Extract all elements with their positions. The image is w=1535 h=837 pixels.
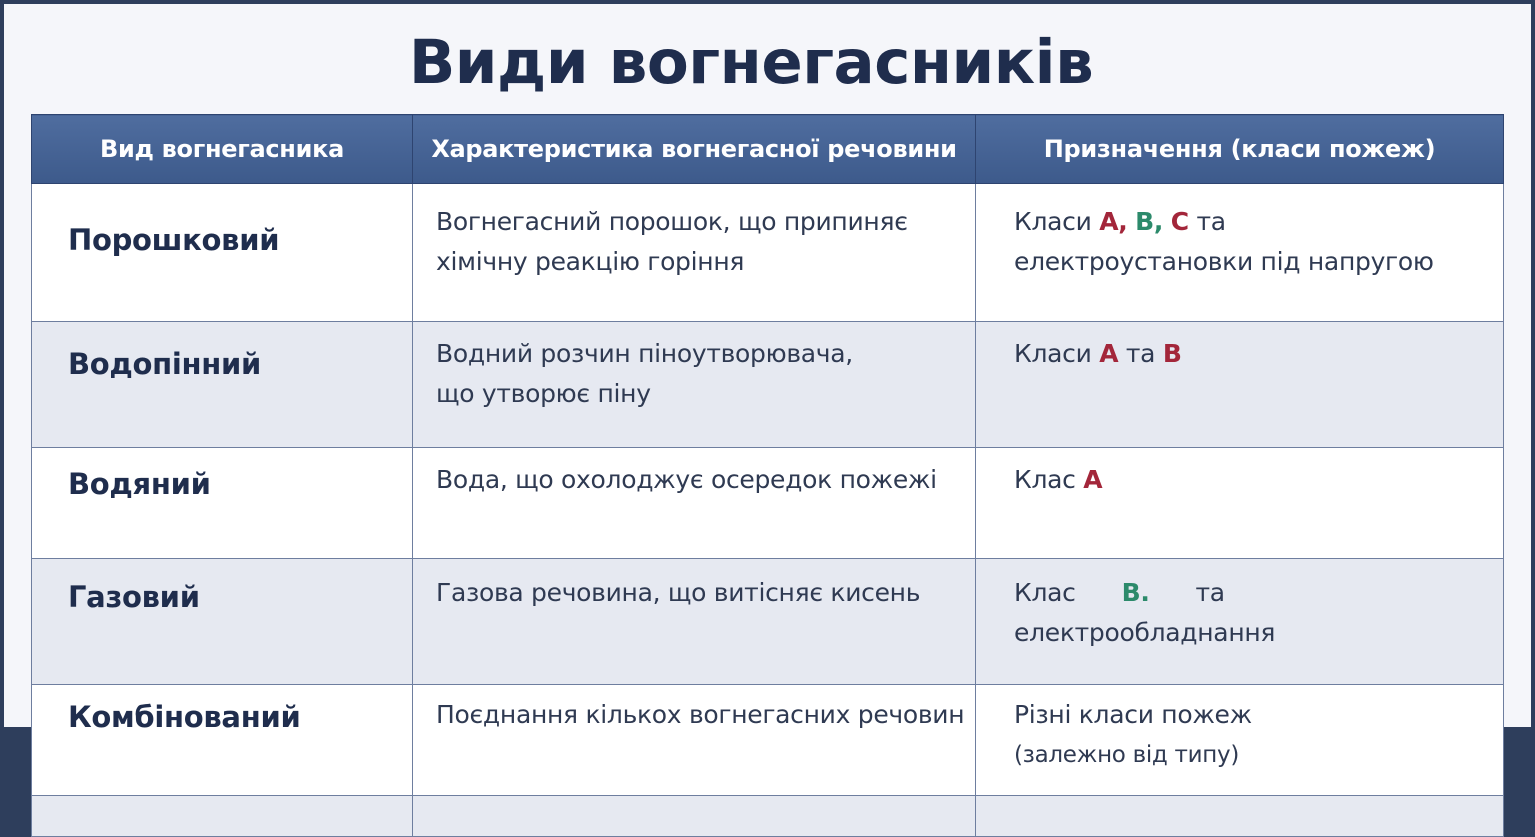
type-name: Водяний [68,467,211,501]
purpose-line [1014,202,1503,242]
purpose-line [1014,460,1503,500]
purpose-cell [976,685,1504,796]
fire-class-b: В, [1135,207,1164,236]
characteristic-line: Газова речовина, що витісняє кисень [436,578,921,607]
purpose-line: Різні класи пожеж [1014,700,1252,729]
characteristic-line: Вода, що охолоджує осередок пожежі [436,465,937,494]
fire-class-a: А [1083,465,1103,494]
characteristic-cell [413,322,976,448]
characteristic-line: Водний розчин піноутворювача, [436,339,853,368]
purpose-line-2: електроустановки під напругою [1014,247,1434,276]
characteristic-cell [413,559,976,685]
fire-class-b: В. [1121,578,1150,607]
type-cell [32,559,413,685]
characteristic-line: Вогнегасний порошок, що припиняє [436,207,908,236]
characteristic-cell [413,184,976,322]
characteristic-line: хімічну реакцію горіння [436,247,745,276]
type-cell [32,322,413,448]
table-header-row [32,115,1504,184]
type-name: Водопінний [68,347,262,381]
characteristic-line: що утворює піну [436,379,651,408]
purpose-cell [976,448,1504,559]
purpose-prefix: Класи [1014,339,1092,368]
type-cell [32,184,413,322]
characteristic-line: Поєднання кількох вогнегасних речовин [436,700,965,729]
slide [4,4,1531,768]
purpose-prefix: Класи [1014,207,1092,236]
empty-cell [413,796,976,837]
characteristic-cell [413,685,976,796]
fire-class-c: С [1170,207,1189,236]
table-row [32,184,1504,322]
characteristic-cell [413,448,976,559]
purpose-prefix: Клас [1014,465,1076,494]
purpose-suffix: та [1196,207,1226,236]
column-header-type: Вид вогнегасника [32,115,413,184]
column-header-purpose: Призначення (класи пожеж) [976,115,1504,184]
type-cell [32,685,413,796]
type-name: Газовий [68,580,200,614]
fire-class-a: А, [1099,207,1128,236]
table-row [32,559,1504,685]
empty-cell [32,796,413,837]
purpose-cell [976,559,1504,685]
page-title: Види вогнегасників [408,27,1094,98]
extinguisher-table [31,114,1504,837]
purpose-cell [976,322,1504,448]
purpose-line-2: електрообладнання [1014,618,1276,647]
purpose-cell [976,184,1504,322]
table-row [32,796,1504,837]
purpose-suffix: та [1195,578,1225,607]
fire-class-a: А [1099,339,1119,368]
table-row [32,448,1504,559]
table-row [32,685,1504,796]
type-name: Комбінований [68,700,301,734]
purpose-mid: та [1125,339,1156,368]
type-cell [32,448,413,559]
purpose-line [1014,334,1503,374]
purpose-line-2: (залежно від типу) [1014,742,1240,768]
purpose-line [1014,573,1503,613]
purpose-prefix: Клас [1014,578,1076,607]
type-name: Порошковий [68,223,280,257]
column-header-characteristic: Характеристика вогнегасної речовини [413,115,976,184]
table-row [32,322,1504,448]
fire-class-b: В [1162,339,1182,368]
empty-cell [976,796,1504,837]
